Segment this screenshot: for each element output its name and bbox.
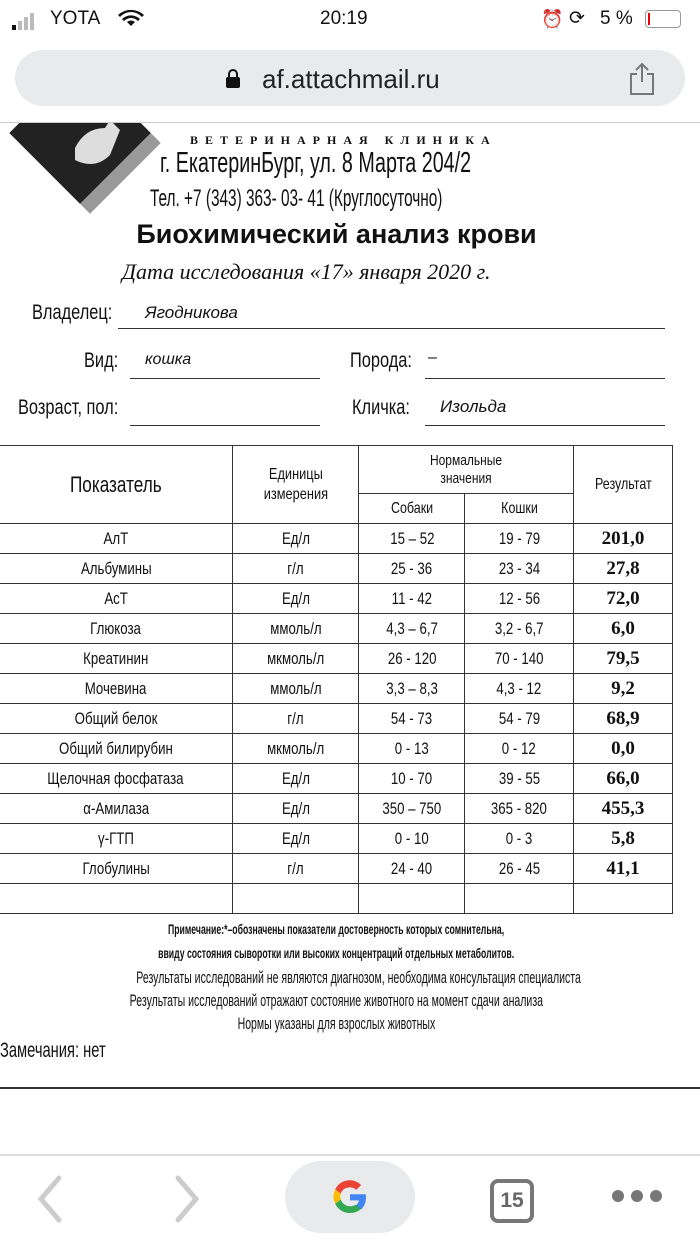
indicator-cell: Креатинин <box>83 648 149 668</box>
carrier: YOTA <box>50 8 101 29</box>
dogs-range-cell: 0 - 13 <box>394 738 429 758</box>
note-line: ввиду состояния сыворотки или высоких концентраций отдельных метаболитов. <box>158 945 515 961</box>
result-cell <box>574 794 673 824</box>
indicator-cell: Альбумины <box>80 558 152 578</box>
indicator-cell <box>0 764 232 794</box>
unit-cell: Ед/л <box>281 528 310 548</box>
result-cell <box>574 764 673 794</box>
dogs-range-cell: 54 - 73 <box>391 708 433 728</box>
document-page <box>0 123 700 1153</box>
dogs-range-cell <box>359 554 465 584</box>
unit-cell <box>232 524 359 554</box>
cats-range-cell: 26 - 45 <box>498 858 540 878</box>
unit-cell: мкмоль/л <box>266 648 325 668</box>
indicator-cell <box>0 554 232 584</box>
result-cell: 455,3 <box>601 797 645 819</box>
unit-cell <box>232 584 359 614</box>
cats-range-cell: 12 - 56 <box>498 588 540 608</box>
lock-icon <box>226 69 240 87</box>
dogs-range-cell <box>359 854 465 884</box>
cats-range-cell <box>465 554 574 584</box>
result-cell <box>574 704 673 734</box>
cats-range-cell: 23 - 34 <box>498 558 540 578</box>
alarm-icon: ⏰ <box>541 9 564 29</box>
species-label: Вид: <box>84 349 119 372</box>
unit-cell: г/л <box>287 558 304 578</box>
unit-cell <box>232 824 359 854</box>
indicator-cell <box>0 734 232 764</box>
dogs-range-cell: 4,3 – 6,7 <box>386 618 438 638</box>
indicator-cell <box>0 584 232 614</box>
dogs-range-cell <box>359 674 465 704</box>
address-bar[interactable] <box>15 50 685 106</box>
table-row <box>0 704 673 734</box>
header-result: Результат <box>594 475 652 493</box>
result-cell: 68,9 <box>606 707 640 729</box>
wifi-icon <box>117 7 145 33</box>
table-row <box>0 794 673 824</box>
header-normal: Нормальные значения <box>430 451 503 487</box>
table-row <box>0 584 673 614</box>
indicator-cell: Мочевина <box>84 678 147 698</box>
breed-label: Порода: <box>350 349 412 372</box>
cats-range-cell <box>465 764 574 794</box>
rotation-lock-icon: ⟳ <box>569 8 585 29</box>
note-line: Нормы указаны для взрослых животных <box>237 1014 436 1033</box>
indicator-cell <box>0 704 232 734</box>
result-cell <box>574 854 673 884</box>
age-label: Возраст, пол: <box>18 396 119 419</box>
page-title: Биохимический анализ крови <box>136 219 537 249</box>
result-cell <box>574 584 673 614</box>
owner-label: Владелец: <box>32 301 113 324</box>
unit-cell: г/л <box>287 708 304 728</box>
species-value: кошка <box>145 351 192 368</box>
header-indicator: Показатель <box>69 471 162 497</box>
table-header-row <box>0 446 673 494</box>
dogs-range-cell: 15 – 52 <box>389 528 434 548</box>
cats-range-cell <box>465 824 574 854</box>
battery-icon <box>645 10 681 28</box>
signal-icon <box>12 13 34 30</box>
indicator-cell <box>0 644 232 674</box>
unit-cell: мкмоль/л <box>266 738 325 758</box>
study-date: Дата исследования «17» января 2020 г. <box>122 259 491 284</box>
dogs-range-cell <box>359 794 465 824</box>
age-line <box>130 425 320 426</box>
more-menu-icon[interactable] <box>612 1190 662 1202</box>
dogs-range-cell <box>359 644 465 674</box>
indicator-cell: α-Амилаза <box>82 798 149 818</box>
clinic-logo <box>0 123 170 223</box>
indicator-cell <box>0 674 232 704</box>
table-row <box>0 764 673 794</box>
result-cell <box>574 554 673 584</box>
table-row <box>0 854 673 884</box>
dogs-range-cell <box>359 704 465 734</box>
dogs-range-cell: 350 – 750 <box>382 798 442 818</box>
forward-button[interactable] <box>172 1174 202 1229</box>
indicator-cell: АсТ <box>104 588 128 608</box>
result-cell <box>574 734 673 764</box>
result-cell: 27,8 <box>606 557 640 579</box>
result-cell: 66,0 <box>606 767 640 789</box>
unit-cell <box>232 614 359 644</box>
note-line: Примечание:*–обозначены показатели достоверность которых сомнительна, <box>168 921 505 937</box>
indicator-cell <box>0 614 232 644</box>
indicator-cell: АлТ <box>103 528 129 548</box>
cats-range-cell <box>465 734 574 764</box>
dogs-range-cell <box>359 524 465 554</box>
result-cell <box>574 524 673 554</box>
indicator-cell <box>0 794 232 824</box>
result-cell: 0,0 <box>611 737 635 759</box>
note-line: Результаты исследований не являются диагнозом, необходима консультация специалиста <box>136 968 581 987</box>
result-cell: 9,2 <box>611 677 635 699</box>
url-text[interactable]: af.attachmail.ru <box>262 64 440 94</box>
google-search-button[interactable] <box>285 1161 415 1233</box>
dogs-range-cell: 10 - 70 <box>391 768 433 788</box>
page-bottom-rule <box>0 1087 700 1089</box>
breed-value: – <box>428 349 437 366</box>
unit-cell <box>232 554 359 584</box>
indicator-cell: Щелочная фосфатаза <box>47 768 185 788</box>
result-cell <box>574 674 673 704</box>
cats-range-cell: 0 - 12 <box>502 738 537 758</box>
dogs-range-cell: 11 - 42 <box>391 588 433 608</box>
table-row <box>0 524 673 554</box>
name-line <box>425 425 665 426</box>
owner-value: Ягодникова <box>145 303 238 322</box>
unit-cell: ммоль/л <box>269 678 322 698</box>
indicator-cell: Глюкоза <box>90 618 142 638</box>
cats-range-cell: 4,3 - 12 <box>496 678 542 698</box>
indicator-cell <box>0 524 232 554</box>
header-units: Единицы измерения <box>263 465 328 503</box>
google-icon <box>330 1177 370 1217</box>
result-cell: 201,0 <box>601 527 645 549</box>
cats-range-cell <box>465 614 574 644</box>
header-cats: Кошки <box>500 499 538 517</box>
cats-range-cell <box>465 524 574 554</box>
notes <box>0 921 673 1037</box>
table-row <box>0 734 673 764</box>
table-row <box>0 824 673 854</box>
unit-cell: ммоль/л <box>269 618 322 638</box>
result-cell: 6,0 <box>611 617 635 639</box>
unit-cell <box>232 674 359 704</box>
indicator-cell: Общий билирубин <box>58 738 173 758</box>
share-icon[interactable] <box>627 62 657 101</box>
tabs-button[interactable] <box>490 1179 534 1223</box>
header-dogs: Собаки <box>390 499 433 517</box>
unit-cell: г/л <box>287 858 304 878</box>
species-line <box>130 378 320 379</box>
indicator-cell: γ-ГТП <box>97 828 134 848</box>
cats-range-cell <box>465 644 574 674</box>
cats-range-cell <box>465 674 574 704</box>
dogs-range-cell <box>359 764 465 794</box>
note-line: Результаты исследований отражают состояние животного на момент сдачи анализа <box>129 991 544 1010</box>
unit-cell <box>232 734 359 764</box>
unit-cell: Ед/л <box>281 588 310 608</box>
name-value: Изольда <box>440 397 507 416</box>
cats-range-cell: 19 - 79 <box>498 528 540 548</box>
unit-cell <box>232 644 359 674</box>
dogs-range-cell: 26 - 120 <box>387 648 437 668</box>
cats-range-cell: 365 - 820 <box>491 798 548 818</box>
result-cell: 72,0 <box>606 587 640 609</box>
battery-percent: 5 % <box>600 8 633 29</box>
browser-toolbar <box>0 1154 700 1245</box>
clinic-phone: Тел. +7 (343) 363- 03- 41 (Круглосуточно) <box>150 185 443 212</box>
unit-cell <box>232 794 359 824</box>
cats-range-cell: 3,2 - 6,7 <box>494 618 544 638</box>
result-cell <box>574 644 673 674</box>
breed-line <box>425 378 665 379</box>
results-table <box>0 445 673 914</box>
tabs-count: 15 <box>500 1189 524 1212</box>
remarks: Замечания: нет <box>0 1039 106 1062</box>
dogs-range-cell: 24 - 40 <box>391 858 433 878</box>
clinic-subtitle: ВЕТЕРИНАРНАЯ КЛИНИКА <box>190 133 497 147</box>
clinic-address: г. ЕкатеринБург, ул. 8 Марта 204/2 <box>160 147 472 179</box>
name-label: Кличка: <box>352 396 410 419</box>
result-cell: 79,5 <box>606 647 640 669</box>
result-cell <box>574 614 673 644</box>
indicator-cell: Общий белок <box>74 708 158 728</box>
result-cell: 5,8 <box>611 827 635 849</box>
indicator-cell: Глобулины <box>82 858 150 878</box>
dogs-range-cell: 3,3 – 8,3 <box>386 678 438 698</box>
indicator-cell <box>0 854 232 884</box>
indicator-cell <box>0 824 232 854</box>
cats-range-cell <box>465 704 574 734</box>
unit-cell: Ед/л <box>281 768 310 788</box>
unit-cell <box>232 704 359 734</box>
cats-range-cell: 0 - 3 <box>505 828 533 848</box>
unit-cell <box>232 854 359 884</box>
back-button[interactable] <box>35 1174 65 1229</box>
status-bar <box>0 0 700 40</box>
cats-range-cell: 39 - 55 <box>498 768 540 788</box>
dogs-range-cell <box>359 584 465 614</box>
table-row <box>0 554 673 584</box>
dogs-range-cell <box>359 824 465 854</box>
table-row <box>0 614 673 644</box>
result-cell <box>574 824 673 854</box>
table-row <box>0 674 673 704</box>
unit-cell: Ед/л <box>281 798 310 818</box>
clock: 20:19 <box>320 8 368 29</box>
table-empty-row <box>0 884 673 914</box>
owner-line <box>118 328 665 329</box>
cats-range-cell <box>465 794 574 824</box>
dogs-range-cell: 0 - 10 <box>394 828 429 848</box>
dogs-range-cell: 25 - 36 <box>391 558 433 578</box>
cats-range-cell: 54 - 79 <box>498 708 540 728</box>
cats-range-cell <box>465 854 574 884</box>
unit-cell <box>232 764 359 794</box>
unit-cell: Ед/л <box>281 828 310 848</box>
table-row <box>0 644 673 674</box>
dogs-range-cell <box>359 734 465 764</box>
cats-range-cell: 70 - 140 <box>494 648 544 668</box>
dogs-range-cell <box>359 614 465 644</box>
cats-range-cell <box>465 584 574 614</box>
result-cell: 41,1 <box>606 857 640 879</box>
